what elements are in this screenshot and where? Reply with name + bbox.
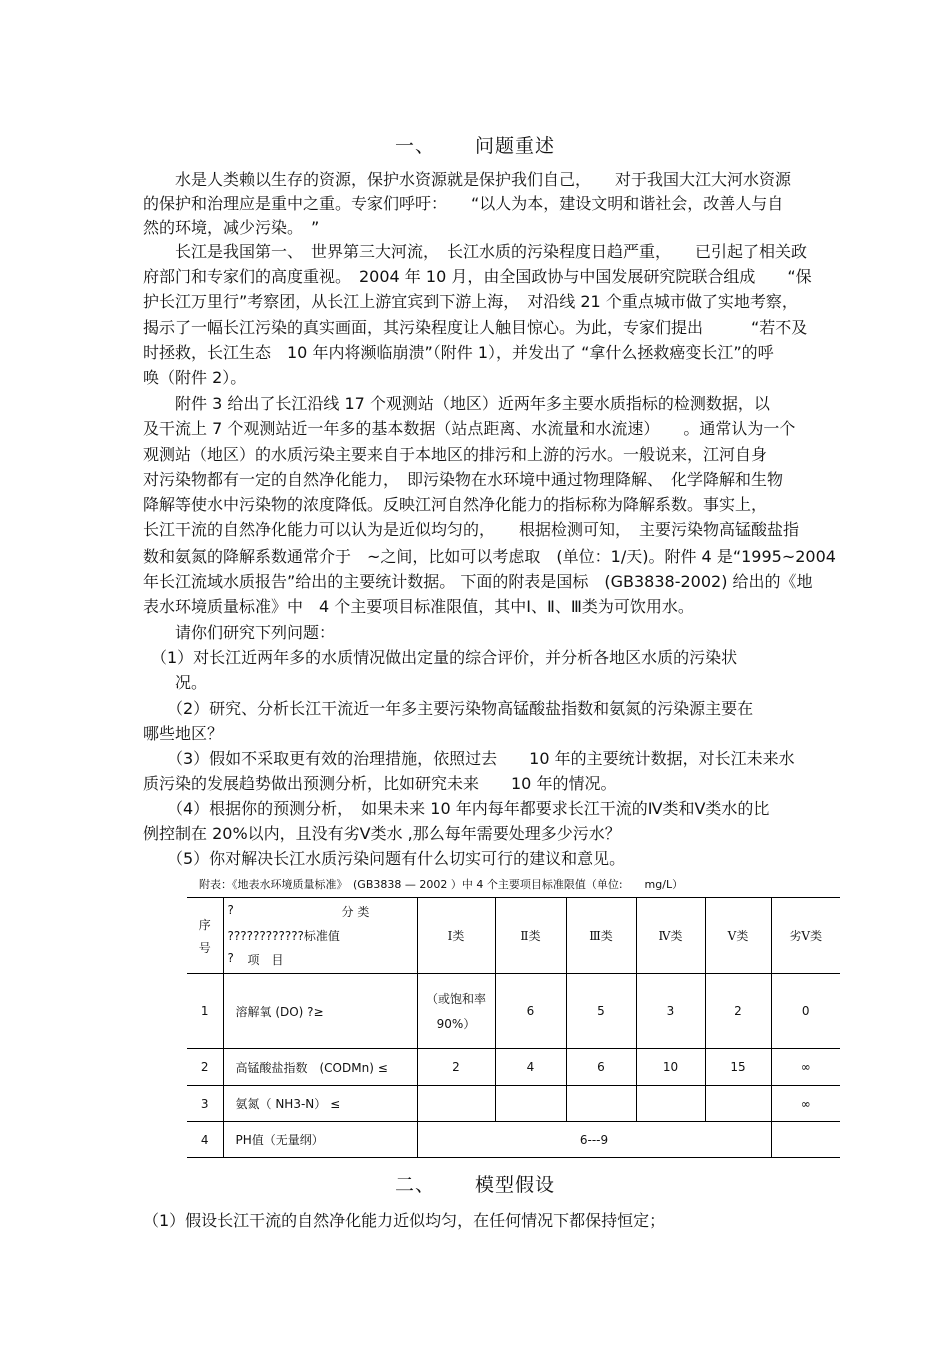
assumption-line: （1）假设长江干流的自然净化能力近似均匀，在任何情况下都保持恒定； — [143, 1211, 666, 1230]
row-value: ∞ — [771, 1086, 840, 1122]
text-line: 的保护和治理应是重中之重。专家们呼吁： “以人为本，建设文明和谐社会，改善人与自 — [143, 194, 784, 213]
row-value — [495, 1086, 566, 1122]
row-value: 6 — [566, 1049, 636, 1086]
text-line: 然的环境，减少污染。 ” — [143, 218, 320, 237]
row-value: 3 — [636, 974, 705, 1049]
row-value: 6 — [495, 974, 566, 1049]
row-value — [566, 1086, 636, 1122]
table-caption: 附表：《地表水环境质量标准》 (GB3838 — 2002 ）中 4 个主要项目标准限值（单位: mg/L） — [199, 878, 684, 891]
table-row — [187, 1122, 840, 1158]
text-line: （2）研究、分析长江干流近一年多主要污染物高锰酸盐指数和氨氮的污染源主要在 — [143, 699, 754, 718]
table-header-row — [187, 898, 840, 974]
text-line: 哪些地区？ — [143, 724, 224, 743]
row-value-line: 90%） — [436, 1017, 476, 1031]
text-line: 例控制在 20%以内，且没有劣Ⅴ类水 ,那么每年需要处理多少污水？ — [143, 824, 621, 843]
text-line: 观测站（地区）的水质污染主要来自于本地区的排污和上游的污水。一般说来，江河自身 — [143, 445, 768, 464]
row-value: ∞ — [771, 1049, 840, 1086]
text-line: 及干流上 7 个观测站近一年多的基本数据（站点距离、水流量和水流速） 。通常认为一个 — [143, 419, 796, 438]
table-row — [187, 1086, 840, 1122]
text-line: 请你们研究下列问题： — [143, 623, 336, 642]
row-value — [705, 1086, 771, 1122]
header-mark: ? — [227, 951, 234, 965]
row-value: 15 — [705, 1049, 771, 1086]
row-value: 5 — [566, 974, 636, 1049]
row-item: PH值（无量纲） — [223, 1122, 417, 1158]
class-header: Ⅴ类 — [705, 898, 771, 974]
text-line: 护长江万里行”考察团，从长江上游宜宾到下游上海， 对沿线 21 个重点城市做了实地考察， — [143, 292, 798, 311]
row-value — [771, 1122, 840, 1158]
text-line: 况。 — [143, 673, 208, 692]
row-number: 4 — [187, 1122, 223, 1158]
text-line: 质污染的发展趋势做出预测分析，比如研究未来 10 年的情况。 — [143, 774, 617, 793]
text-line: 长江是我国第一、 世界第三大河流， 长江水质的污染程度日趋严重， 已引起了相关政 — [143, 242, 808, 261]
row-value — [636, 1086, 705, 1122]
row-item: 氨氮（ NH3-N） ≤ — [223, 1086, 417, 1122]
seq-header-bottom: 号 — [198, 940, 211, 955]
text-line: 唤（附件 2）。 — [143, 368, 247, 387]
text-line: 数和氨氮的降解系数通常介于 ~之间，比如可以考虑取 (单位：1/天)。附件 4 是“1995~2004 — [143, 547, 836, 566]
table-row — [187, 974, 840, 1049]
seq-header — [187, 898, 223, 974]
water-quality-standard-table — [187, 897, 840, 1158]
section-number: 一、 — [394, 135, 435, 157]
class-header: Ⅰ类 — [417, 898, 495, 974]
text-line: （4）根据你的预测分析， 如果未来 10 年内每年都要求长江干流的Ⅳ类和Ⅴ类水的比 — [143, 799, 770, 818]
row-value: 2 — [705, 974, 771, 1049]
section-title: 模型假设 — [475, 1174, 556, 1196]
ph-range: 6---9 — [417, 1122, 771, 1158]
text-line: 年长江流域水质报告”给出的主要统计数据。 下面的附表是国标 (GB3838-2002) 给出的《地 — [143, 572, 813, 591]
text-line: 长江干流的自然净化能力可以认为是近似均匀的， 根据检测可知， 主要污染物高锰酸盐指 — [143, 520, 800, 539]
row-number: 1 — [187, 974, 223, 1049]
diagonal-header — [223, 898, 417, 974]
row-number: 3 — [187, 1086, 223, 1122]
row-item: 溶解氧 (DO) ?≥ — [223, 974, 417, 1049]
row-item: 高锰酸盐指数 (CODMn) ≤ — [223, 1049, 417, 1086]
section-title: 问题重述 — [475, 135, 556, 157]
text-line: 水是人类赖以生存的资源，保护水资源就是保护我们自己， 对于我国大江大河水资源 — [143, 170, 792, 189]
text-line: （1）对长江近两年多的水质情况做出定量的综合评价，并分析各地区水质的污染状 — [143, 648, 738, 667]
class-header: 劣Ⅴ类 — [771, 898, 840, 974]
text-line: （5）你对解决长江水质污染问题有什么切实可行的建议和意见。 — [143, 849, 626, 868]
row-value: 0 — [771, 974, 840, 1049]
row-value — [417, 974, 495, 1049]
section-heading-2 — [0, 1170, 950, 1197]
row-number: 2 — [187, 1049, 223, 1086]
header-category: 分 类 — [341, 905, 370, 919]
class-header: Ⅳ类 — [636, 898, 705, 974]
row-value: 10 — [636, 1049, 705, 1086]
seq-header-top: 序 — [198, 917, 211, 932]
row-value: 2 — [417, 1049, 495, 1086]
class-header: Ⅲ类 — [566, 898, 636, 974]
text-line: 时拯救，长江生态 10 年内将濒临崩溃”（附件 1），并发出了 “拿什么拯救癌变长江”的呼 — [143, 343, 774, 362]
text-line: 府部门和专家们的高度重视。 2004 年 10 月，由全国政协与中国发展研究院联合组成 “保 — [143, 267, 812, 286]
text-line: 降解等使水中污染物的浓度降低。反映江河自然净化能力的指标称为降解系数。事实上， — [143, 495, 768, 514]
row-value — [417, 1086, 495, 1122]
row-value-line: （或饱和率 — [425, 992, 486, 1006]
header-mark: ? — [227, 903, 234, 917]
section-number: 二、 — [394, 1174, 435, 1196]
text-line: 揭示了一幅长江污染的真实画面，其污染程度让人触目惊心。为此，专家们提出 “若不及 — [143, 318, 808, 337]
class-header: Ⅱ类 — [495, 898, 566, 974]
header-item: 项 目 — [247, 953, 284, 967]
row-value: 4 — [495, 1049, 566, 1086]
text-line: 附件 3 给出了长江沿线 17 个观测站（地区）近两年多主要水质指标的检测数据，以 — [143, 394, 770, 413]
text-line: 表水环境质量标准》中 4 个主要项目标准限值，其中Ⅰ、Ⅱ、Ⅲ类为可饮用水。 — [143, 597, 694, 616]
header-standard: ????????????标准值 — [227, 929, 340, 943]
section-heading-1 — [0, 131, 950, 158]
text-line: （3）假如不采取更有效的治理措施，依照过去 10 年的主要统计数据，对长江未来水 — [143, 749, 795, 768]
table-row — [187, 1049, 840, 1086]
text-line: 对污染物都有一定的自然净化能力， 即污染物在水环境中通过物理降解、 化学降解和生物 — [143, 470, 784, 489]
